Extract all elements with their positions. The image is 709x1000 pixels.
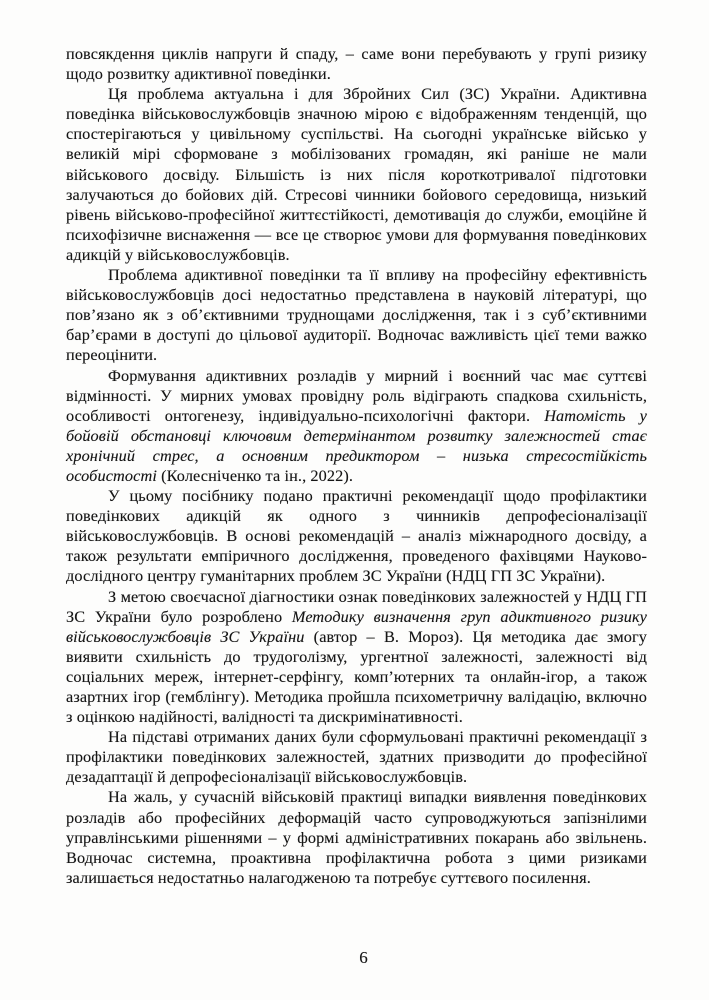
text-run: На підставі отриманих даних були сформульовані практичні рекомендації з профілактики поведінкових залежностей, здатних призводити до професійної дезадаптації й депрофесіоналізації військовослужбовців.	[66, 727, 647, 787]
text-run: На жаль, у сучасній військовій практиці випадки виявлення поведінкових розладів або професійних деформацій часто супроводжуються запізнілими управлінськими рішеннями – у формі адміністративних покарань або звільнень. Водночас системна, проактивна профілактична робота з цими ризиками залишається недостатньо налагодженою та потребує суттєвого посилення.	[66, 787, 647, 887]
paragraph	[66, 366, 647, 487]
text-run: (автор – В. Мороз). Ця методика дає змогу виявити схильність до трудоголізму, ургентної залежності, залежності від соціальних мереж, інтернет-серфінгу, комп’ютерних та онлайн-ігор, а також азартних ігор (гемблінгу). Методика пройшла психометричну валідацію, включно з оцінкою надійності, валідності та дискримінативності.	[66, 626, 647, 727]
text-run: У цьому посібнику подано практичні рекомендації щодо профілактики поведінкових адикцій як одного з чинників депрофесіоналізації військовослужбовців. В основі рекомендацій – аналіз міжнародного досвіду, а також результати емпіричного дослідження, проведеного фахівцями Науково-дослідного центру гуманітарних проблем ЗС України (НДЦ ГП ЗС України).	[66, 486, 647, 586]
text-run: Проблема адиктивної поведінки та її впливу на професійну ефективність військовослужбовців досі недостатньо представлена в науковій літературі, що пов’язано як з об’єктивними труднощами дослідження, так і з суб’єктивними бар’єрами в доступі до цільової аудиторії. Водночас важливість цієї теми важко переоцінити.	[66, 265, 647, 365]
page-number: 6	[359, 948, 368, 967]
paragraph	[66, 265, 647, 365]
text-run: Формування адиктивних розладів у мирний і воєнний час має суттєві відмінності. У мирних умовах провідну роль відіграють спадкова схильність, особливості онтогенезу, індивідуально-психологічні фактори.	[66, 365, 647, 425]
text-run: Ця проблема актуальна і для Збройних Сил (ЗС) України. Адиктивна поведінка військовослужбовців значною мірою є відображенням тенденцій, що спостерігаються у цивільному суспільстві. На сьогодні українське військо у великій мірі сформоване з мобілізованих громадян, які раніше не мали військового досвіду. Більшість із них після короткотривалої підготовки залучаються до бойових дій. Стресові чинники бойового середовища, низький рівень військово-професійної життєстійкості, демотивація до служби, емоційне й психофізичне виснаження — все це створює умови для формування поведінкових адикцій у військовослужбовців.	[66, 84, 647, 264]
text-run: (Колесніченко та ін., 2022).	[156, 465, 354, 485]
paragraph	[66, 787, 647, 887]
paragraph	[66, 587, 647, 728]
paragraph	[66, 84, 647, 265]
text-run-italic: Натомість у бойовій обстановці ключовим детермінантом розвитку залежностей стає хронічний стрес, а основним предиктором – низька стресостійкість особистості	[66, 405, 647, 485]
paragraph	[66, 486, 647, 586]
text-run-italic: Методику визначення груп адиктивного ризику військовослужбовців ЗС України	[66, 606, 647, 646]
text-run: З метою своєчасної діагностики ознак поведінкових залежностей у НДЦ ГП ЗС України було розроблено	[66, 586, 647, 626]
paragraph	[66, 727, 647, 787]
body-text-block	[66, 44, 647, 888]
paragraph	[66, 44, 647, 84]
text-run: повсякдення циклів напруги й спаду, – саме вони перебувають у групі ризику щодо розвитку адиктивної поведінки.	[66, 44, 647, 84]
